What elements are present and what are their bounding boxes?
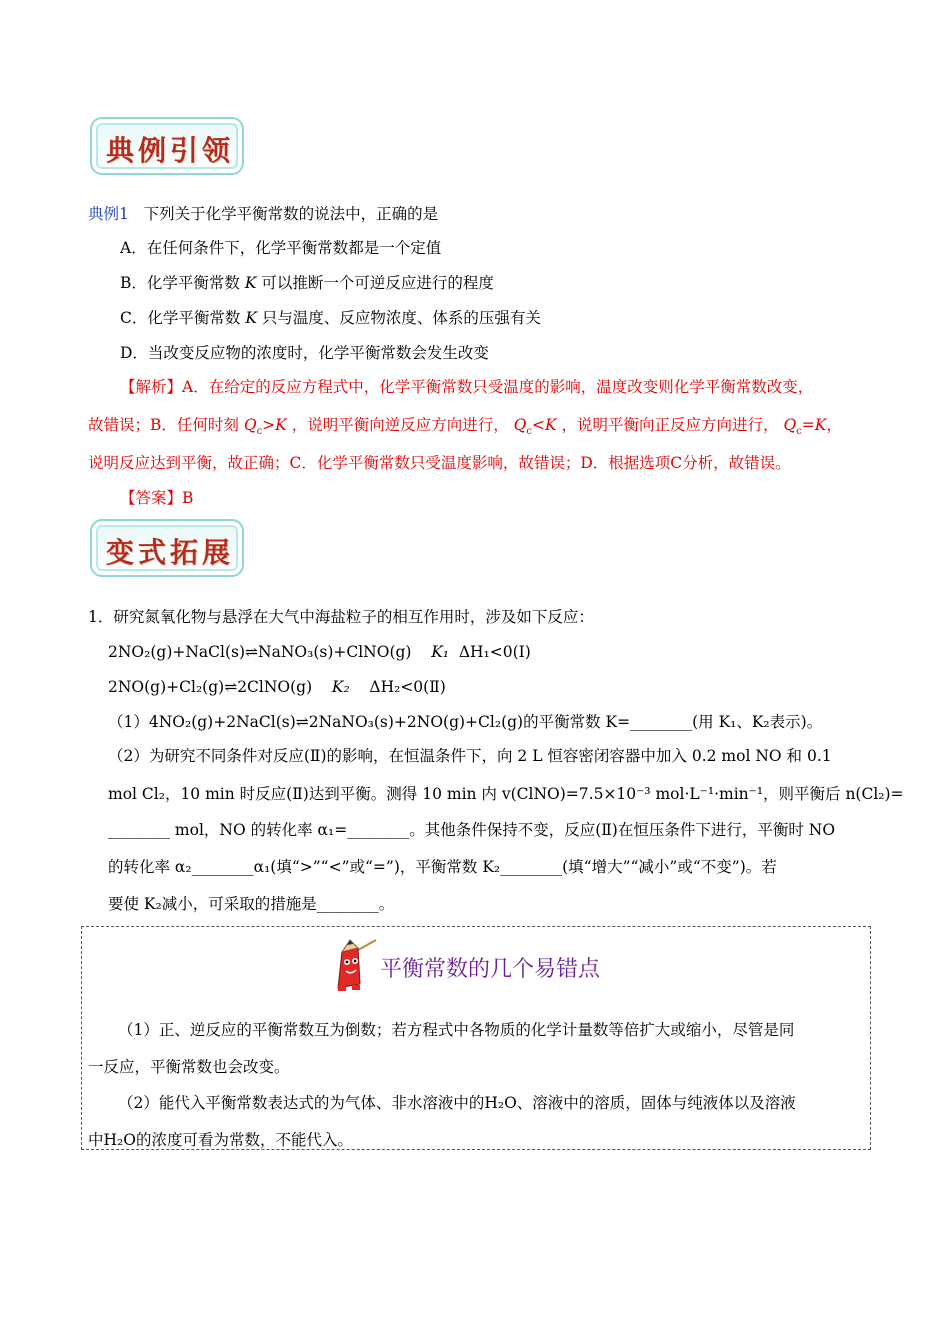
tip-title: 平衡常数的几个易错点 <box>380 957 601 982</box>
pencil-mascot-icon <box>328 938 378 994</box>
option-d: D．当改变反应物的浓度时，化学平衡常数会发生改变 <box>120 344 489 362</box>
analysis-line-2: 故错误；B．任何时刻 $Q_c>K$ ，说明平衡向逆反应方向进行， $Q_c<K$ ，说明平衡向正反应方向进行， $Q_c=K$， <box>88 416 842 438</box>
k-symbol: K <box>245 309 257 327</box>
section-title: 变式拓展 <box>106 536 235 569</box>
option-a: A．在任何条件下，化学平衡常数都是一个定值 <box>120 239 442 257</box>
tip-paragraph-1-line-2: 一反应，平衡常数也会改变。 <box>88 1058 290 1076</box>
answer: 【答案】B <box>120 489 194 507</box>
example-label: 典例1 <box>88 205 129 223</box>
example-question: 下列关于化学平衡常数的说法中，正确的是 <box>143 205 439 223</box>
tip-paragraph-2-line-2: 中H₂O的浓度可看为常数，不能代入。 <box>88 1131 353 1149</box>
tip-paragraph-2-line-1: （2）能代入平衡常数表达式的为气体、非水溶液中的H₂O、溶液中的溶质，固体与纯液体以及溶液 <box>118 1094 796 1112</box>
equation-2: 2NO(g)+Cl₂(g)⇌2ClNO(g) K₂ ΔH₂<0(Ⅱ) <box>108 678 446 696</box>
question-2-line-2: mol Cl₂，10 min 时反应(Ⅱ)达到平衡。测得 10 min 内 v(ClNO)=7.5×10⁻³ mol·L⁻¹·min⁻¹，则平衡后 n(Cl₂)= <box>108 785 904 803</box>
section-badge-variant-extension <box>90 519 244 577</box>
section-badge-typical-example <box>90 117 244 175</box>
tip-paragraph-1-line-1: （1）正、逆反应的平衡常数互为倒数；若方程式中各物质的化学计量数等倍扩大或缩小，尽管是同 <box>118 1021 795 1039</box>
question-2-line-3: ________ mol，NO 的转化率 α₁=________。其他条件保持不变，反应(Ⅱ)在恒压条件下进行，平衡时 NO <box>108 821 836 839</box>
question-2-line-1: （2）为研究不同条件对反应(Ⅱ)的影响，在恒温条件下，向 2 L 恒容密闭容器中加入 0.2 mol NO 和 0.1 <box>108 747 832 765</box>
analysis-line-3: 说明反应达到平衡，故正确；C．化学平衡常数只受温度影响，故错误；D．根据选项C分析，故错误。 <box>88 454 791 472</box>
equilibrium-arrow-icon: ⇌ <box>245 643 259 661</box>
question-2-line-5: 要使 K₂减小，可采取的措施是________。 <box>108 895 395 913</box>
analysis-line-1: 【解析】A．在给定的反应方程式中，化学平衡常数只受温度的影响，温度改变则化学平衡常数改变， <box>120 378 814 396</box>
exercise-intro: 1．研究氮氧化物与悬浮在大气中海盐粒子的相互作用时，涉及如下反应： <box>88 608 594 626</box>
option-c: C．化学平衡常数 K 只与温度、反应物浓度、体系的压强有关 <box>120 309 541 327</box>
k-symbol: K <box>244 274 257 292</box>
example-question-line <box>88 204 438 224</box>
question-2-line-4: 的转化率 α₂________α₁(填“>”“<”或“=”)，平衡常数 K₂________(填“增大”“减小”或“不变”)。若 <box>108 858 777 876</box>
equilibrium-arrow-icon: ⇌ <box>224 678 238 696</box>
equation-1: 2NO₂(g)+NaCl(s)⇌NaNO₃(s)+ClNO(g) K₁ ΔH₁<0(Ⅰ) <box>108 643 531 661</box>
question-1: （1）4NO₂(g)+2NaCl(s)⇌2NaNO₃(s)+2NO(g)+Cl₂(g)的平衡常数 K=________(用 K₁、K₂表示)。 <box>108 713 823 731</box>
section-title: 典例引领 <box>106 134 235 167</box>
option-b: B．化学平衡常数 K 可以推断一个可逆反应进行的程度 <box>120 274 494 292</box>
